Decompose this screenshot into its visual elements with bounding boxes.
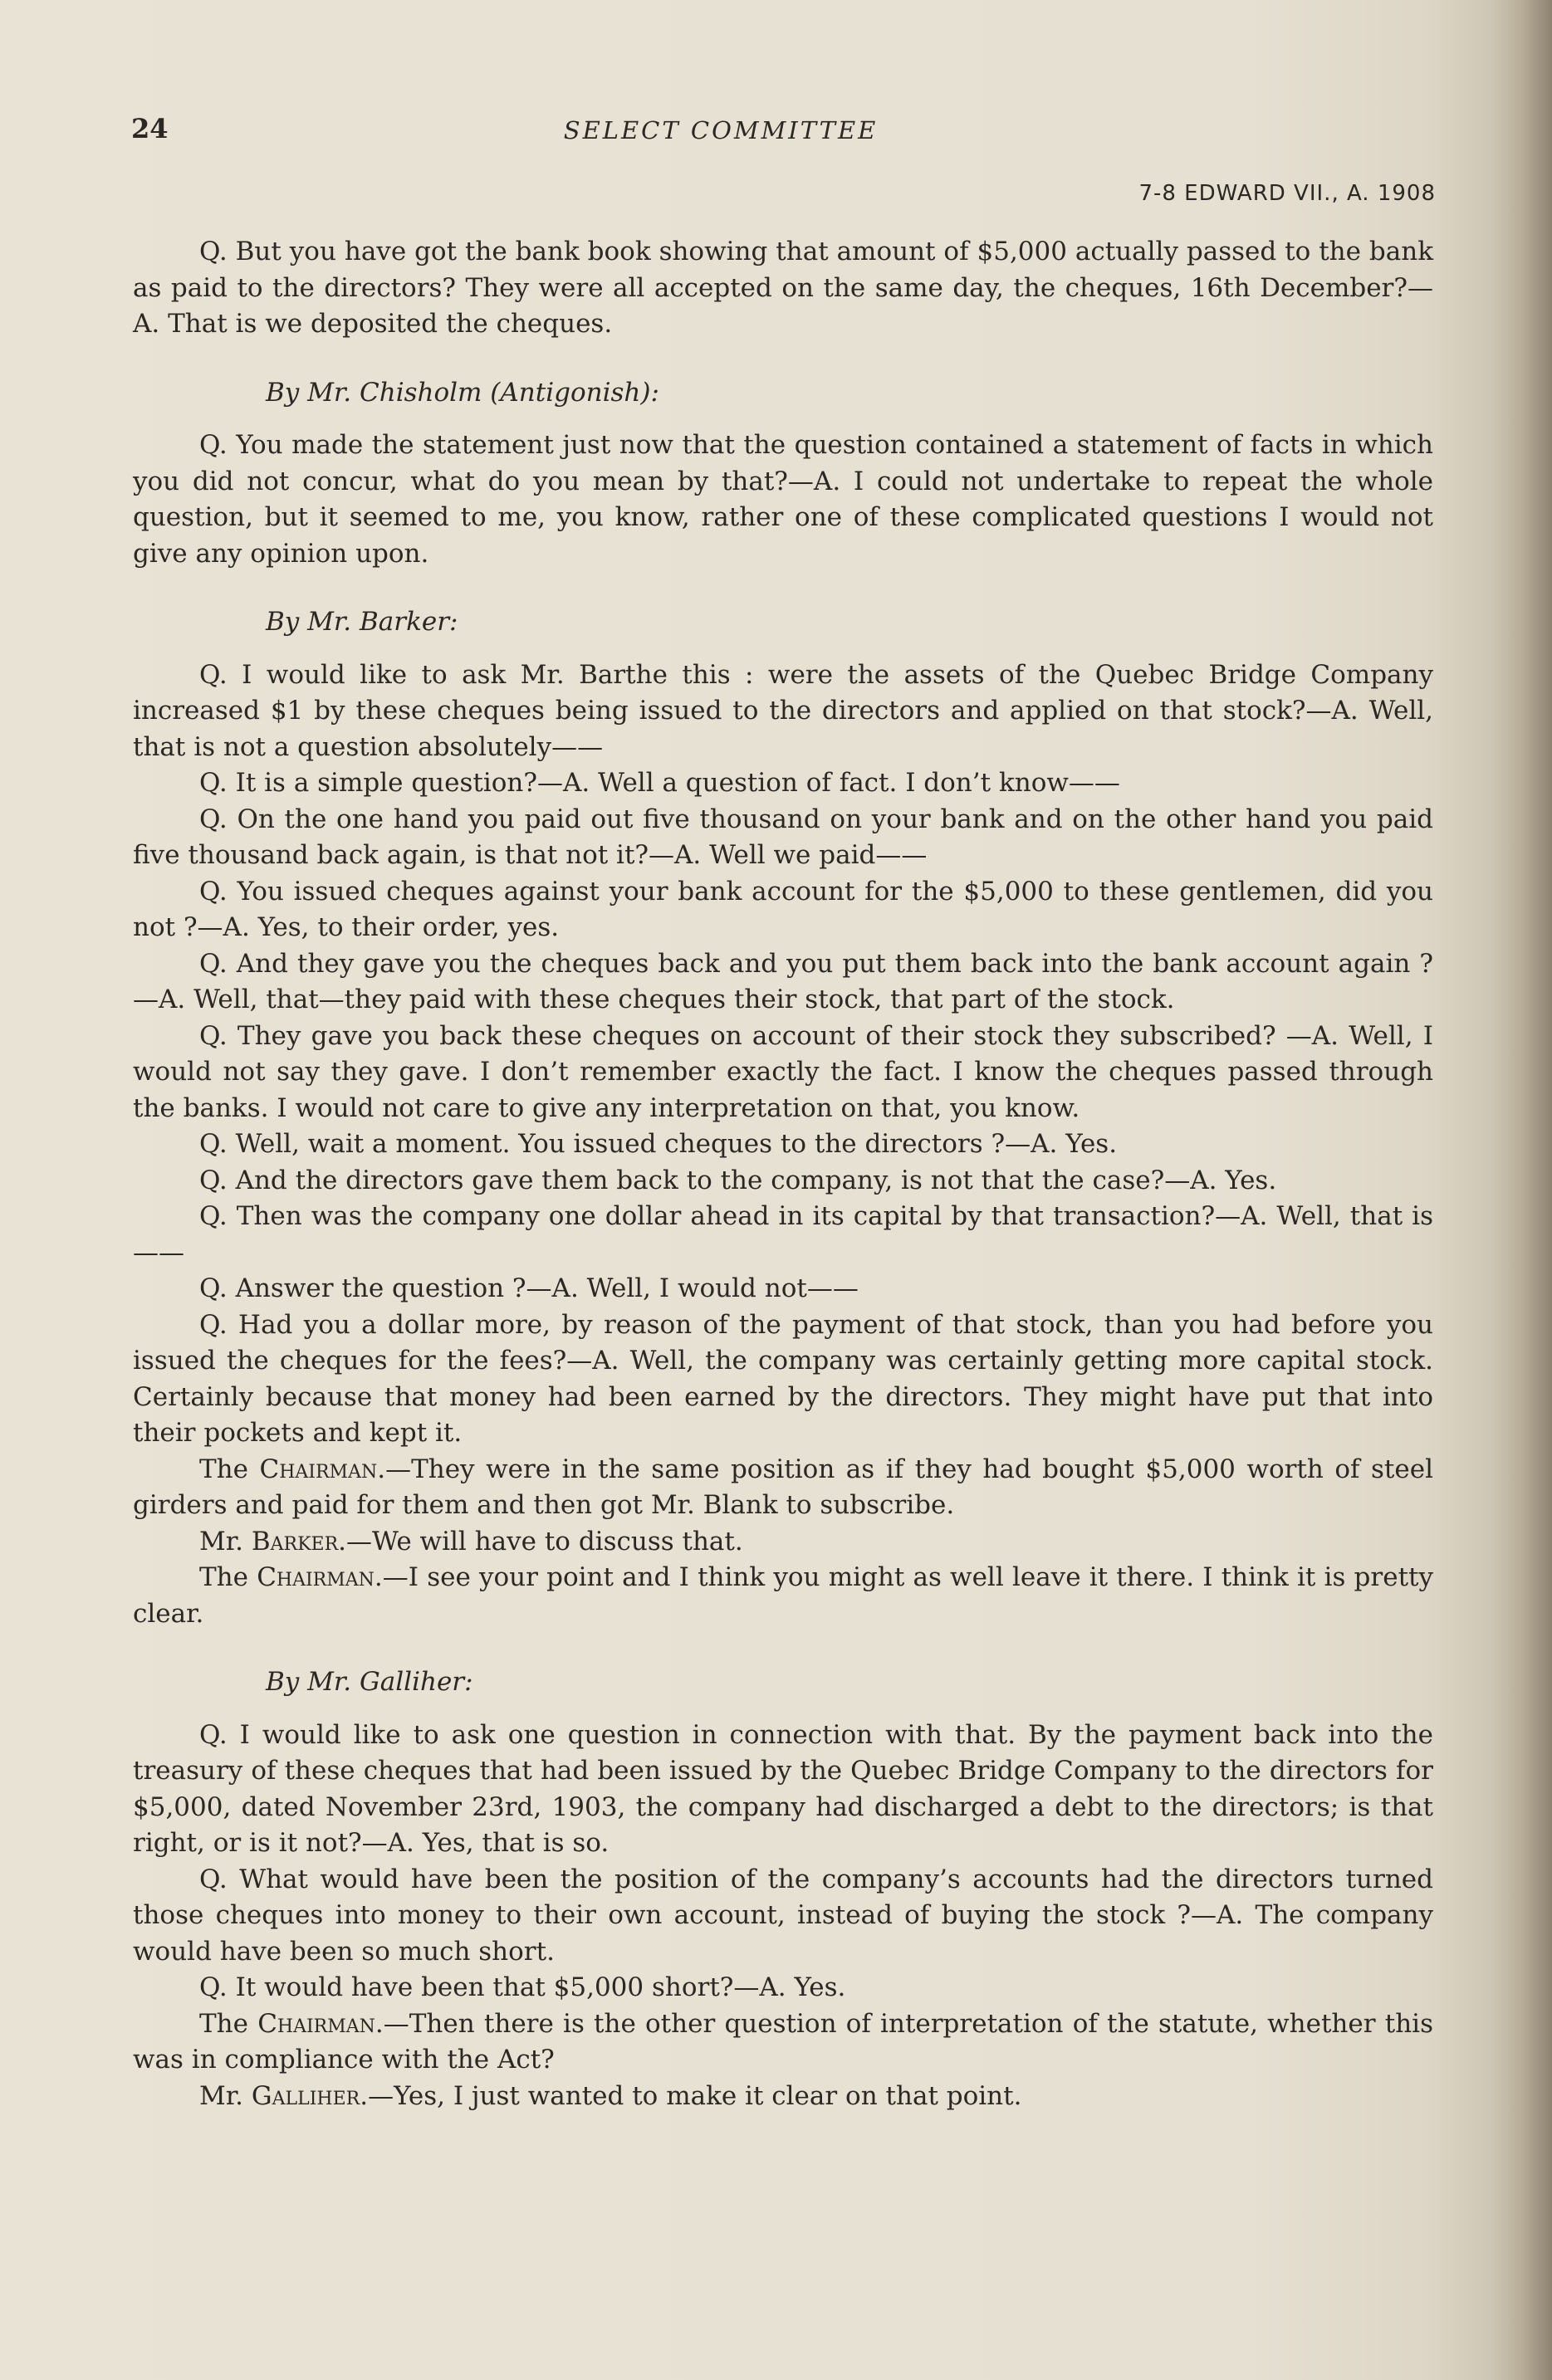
speech-text: .—Then there is the other question of interpretation of the statute, whether this was in compliance with the Act? bbox=[133, 2008, 1433, 2075]
testimony-paragraph: Q. But you have got the bank book showing that amount of $5,000 actually passed to the bank as paid to the directors? They were all accepted on the same day, the cheques, 16th December?—A. That is we deposited the cheques. bbox=[133, 237, 1433, 339]
speech-text: .—They were in the same position as if they had bought $5,000 worth of steel girders and paid for them and then got Mr. Blank to subscribe. bbox=[133, 1454, 1433, 1520]
speaker-title: The bbox=[199, 2008, 258, 2039]
speech-text: .—Yes, I just wanted to make it clear on that point. bbox=[360, 2080, 1022, 2111]
examiner-heading: By Mr. Chisholm (Antigonish): bbox=[266, 377, 659, 408]
speaker-paragraph bbox=[133, 2006, 1433, 2079]
testimony-paragraph: Q. On the one hand you paid out five thousand on your bank and on the other hand you paid five thousand back again, is that not it?—A. Well we paid—— bbox=[133, 804, 1433, 870]
speaker-name: Chairman bbox=[257, 2008, 375, 2039]
speech-text: .—We will have to discuss that. bbox=[338, 1526, 743, 1557]
testimony-paragraph: Q. I would like to ask Mr. Barthe this : were the assets of the Quebec Bridge Company increased $1 by these cheques being issued to the directors and applied on that stock?—A. Well, that is not a question absolutely—— bbox=[133, 659, 1433, 762]
testimony-paragraph: Q. What would have been the position of the company’s accounts had the directors turned those cheques into money to their own account, instead of buying the stock ?—A. The company would have been so much short. bbox=[133, 1864, 1433, 1967]
examiner-heading: By Mr. Barker: bbox=[266, 607, 458, 637]
testimony-paragraph: Q. They gave you back these cheques on account of their stock they subscribed? —A. Well, I would not say they gave. I don’t remember exactly the fact. I know the cheques passed through the banks. I would not care to give any interpretation on that, you know. bbox=[133, 1020, 1433, 1123]
examiner-heading: By Mr. Galliher: bbox=[266, 1667, 473, 1697]
speaker-name: Barker bbox=[251, 1526, 339, 1557]
speaker-title: Mr. bbox=[199, 1526, 252, 1557]
testimony-paragraph: Q. And the directors gave them back to the company, is not that the case?—A. Yes. bbox=[199, 1165, 1277, 1195]
testimony-paragraph: Q. You issued cheques against your bank account for the $5,000 to these gentlemen, did you not ?—A. Yes, to their order, yes. bbox=[133, 876, 1433, 942]
speech-text: .—I see your point and I think you might as well leave it there. I think it is pretty clear. bbox=[133, 1562, 1433, 1629]
testimony-paragraph: Q. And they gave you the cheques back and you put them back into the bank account again ?—A. Well, that—they paid with these cheques their stock, that part of the stock. bbox=[133, 948, 1433, 1014]
testimony-paragraph: Q. Answer the question ?—A. Well, I would not—— bbox=[199, 1273, 859, 1303]
testimony-paragraph: Q. I would like to ask one question in connection with that. By the payment back into the treasury of these cheques that had been issued by the Quebec Bridge Company to the directors for $5,000, dated November 23rd, 1903, the company had discharged a debt to the directors; is that right, or is it not?—A. Yes, that is so. bbox=[133, 1719, 1433, 1858]
testimony-paragraph: Q. It would have been that $5,000 short?—A. Yes. bbox=[199, 1972, 846, 2002]
transcript-body bbox=[133, 234, 1433, 2114]
page-header bbox=[131, 113, 1427, 163]
speaker-paragraph bbox=[133, 1524, 1433, 1561]
speaker-paragraph bbox=[133, 2079, 1433, 2115]
speaker-name: Galliher bbox=[251, 2080, 360, 2111]
session-reference: 7-8 EDWARD VII., A. 1908 bbox=[1138, 181, 1436, 206]
testimony-paragraph: Q. It is a simple question?—A. Well a question of fact. I don’t know—— bbox=[199, 768, 1120, 798]
testimony-paragraph: Q. Well, wait a moment. You issued cheques to the directors ?—A. Yes. bbox=[199, 1129, 1118, 1159]
speaker-name: Chairman bbox=[257, 1562, 375, 1592]
speaker-title: The bbox=[199, 1562, 257, 1592]
speaker-name: Chairman bbox=[259, 1454, 378, 1484]
testimony-paragraph: Q. Then was the company one dollar ahead in its capital by that transaction?—A. Well, that is—— bbox=[133, 1201, 1433, 1268]
testimony-paragraph: Q. You made the statement just now that the question contained a statement of facts in which you did not concur, what do you mean by that?—A. I could not undertake to repeat the whole question, but it seemed to me, you know, rather one of these complicated questions I would not give any opinion upon. bbox=[133, 430, 1433, 569]
speaker-paragraph bbox=[133, 1452, 1433, 1524]
speaker-paragraph bbox=[133, 1560, 1433, 1632]
testimony-paragraph: Q. Had you a dollar more, by reason of the payment of that stock, than you had before you issued the cheques for the fees?—A. Well, the company was certainly getting more capital stock. Certainly because that money had been earned by the directors. They might have put that into their pockets and kept it. bbox=[133, 1309, 1433, 1448]
speaker-title: Mr. bbox=[199, 2080, 252, 2111]
speaker-title: The bbox=[199, 1454, 260, 1484]
page-number: 24 bbox=[131, 113, 169, 144]
running-title: SELECT COMMITTEE bbox=[563, 116, 879, 144]
